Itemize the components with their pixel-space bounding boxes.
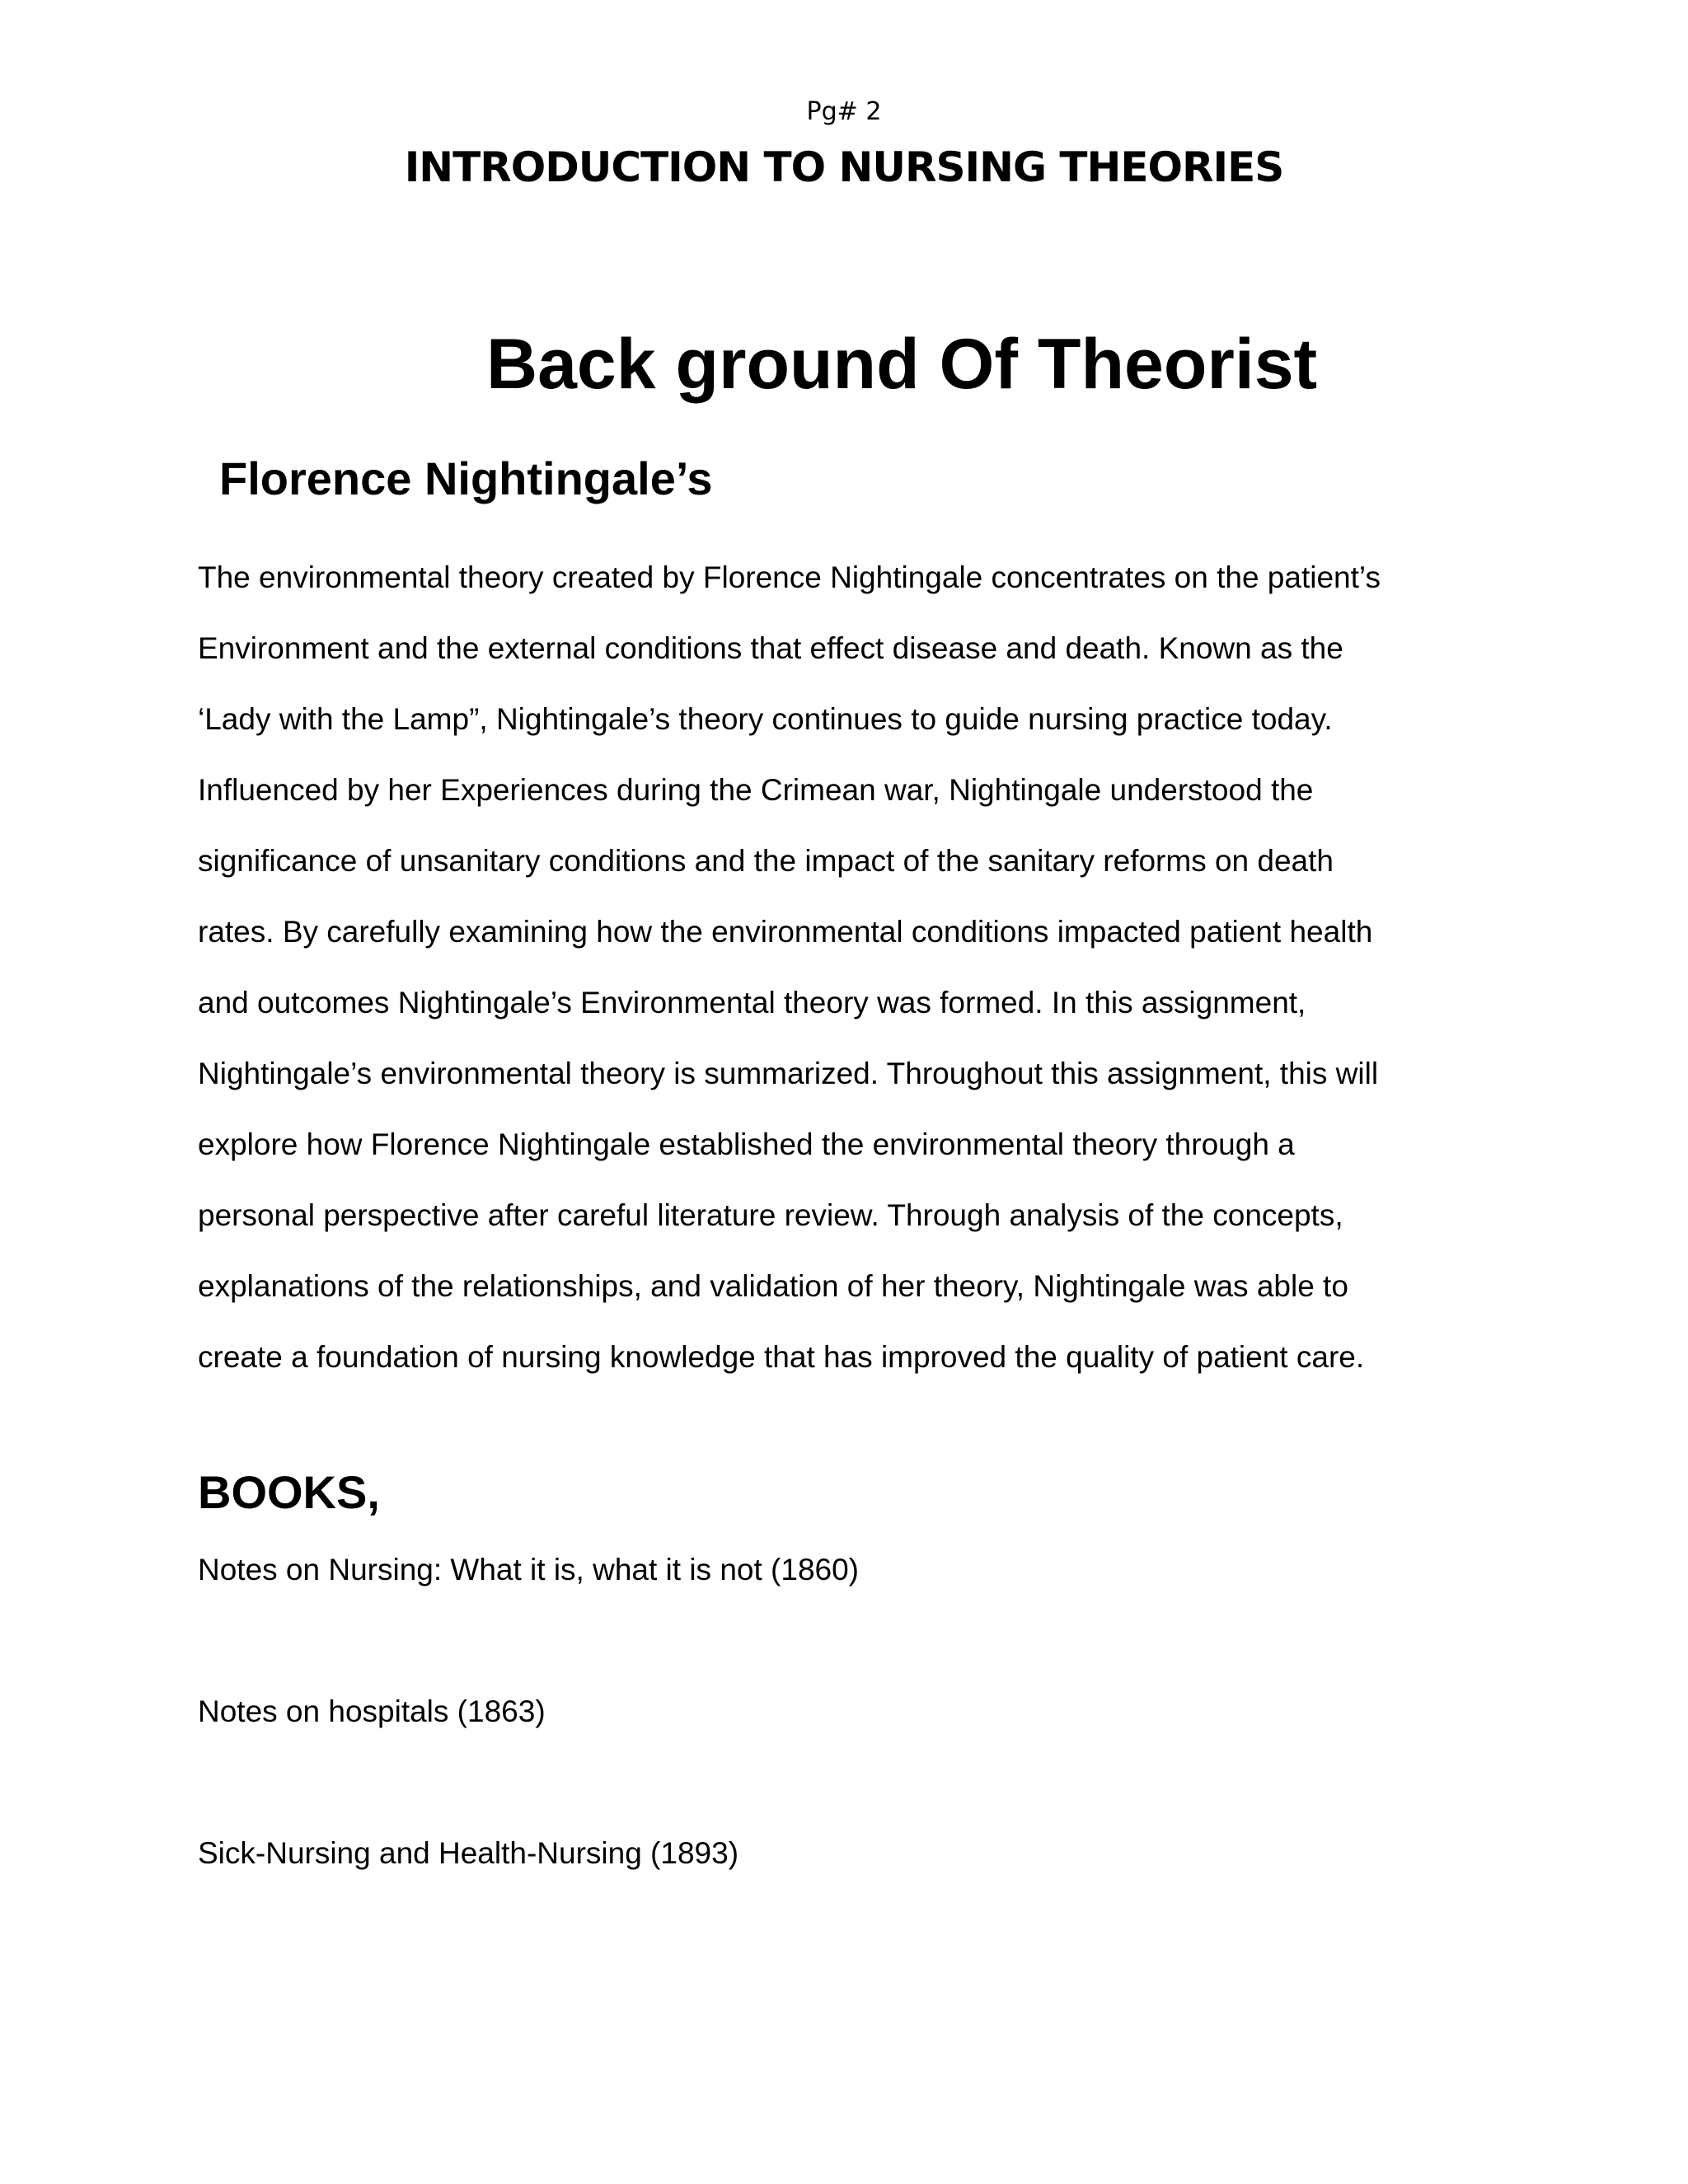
book-item: Notes on Nursing: What it is, what it is not (1860) bbox=[198, 1553, 860, 1586]
paragraph-line: Nightingale’s environmental theory is summarized. Throughout this assignment, this will bbox=[198, 1057, 1379, 1090]
paragraph-line: create a foundation of nursing knowledge that has improved the quality of patient care. bbox=[198, 1340, 1365, 1374]
book-item: Sick-Nursing and Health-Nursing (1893) bbox=[198, 1836, 739, 1870]
paragraph-line: rates. By carefully examining how the environmental conditions impacted patient health bbox=[198, 915, 1373, 949]
paragraph-line: explanations of the relationships, and validation of her theory, Nightingale was able to bbox=[198, 1269, 1348, 1303]
sub-heading: Florence Nightingale’s bbox=[219, 452, 713, 504]
paragraph-line: Environment and the external conditions that effect disease and death. Known as the bbox=[198, 631, 1343, 665]
books-list bbox=[198, 1549, 859, 1975]
page-number: Pg# 2 bbox=[806, 97, 882, 126]
body-paragraph bbox=[198, 542, 1381, 1393]
paragraph-line: ‘Lady with the Lamp”, Nightingale’s theory continues to guide nursing practice today. bbox=[198, 702, 1333, 736]
paragraph-line: explore how Florence Nightingale established the environmental theory through a bbox=[198, 1127, 1295, 1161]
books-heading: BOOKS, bbox=[198, 1466, 380, 1518]
book-item: Notes on hospitals (1863) bbox=[198, 1694, 546, 1728]
paragraph-line: The environmental theory created by Florence Nightingale concentrates on the patient’s bbox=[198, 560, 1381, 594]
header-title: INTRODUCTION TO NURSING THEORIES bbox=[404, 143, 1284, 191]
paragraph-line: significance of unsanitary conditions and the impact of the sanitary reforms on death bbox=[198, 844, 1334, 878]
main-heading: Back ground Of Theorist bbox=[486, 325, 1318, 404]
paragraph-line: Influenced by her Experiences during the Crimean war, Nightingale understood the bbox=[198, 773, 1314, 807]
paragraph-line: personal perspective after careful literature review. Through analysis of the concepts, bbox=[198, 1198, 1343, 1232]
paragraph-line: and outcomes Nightingale’s Environmental theory was formed. In this assignment, bbox=[198, 986, 1306, 1019]
